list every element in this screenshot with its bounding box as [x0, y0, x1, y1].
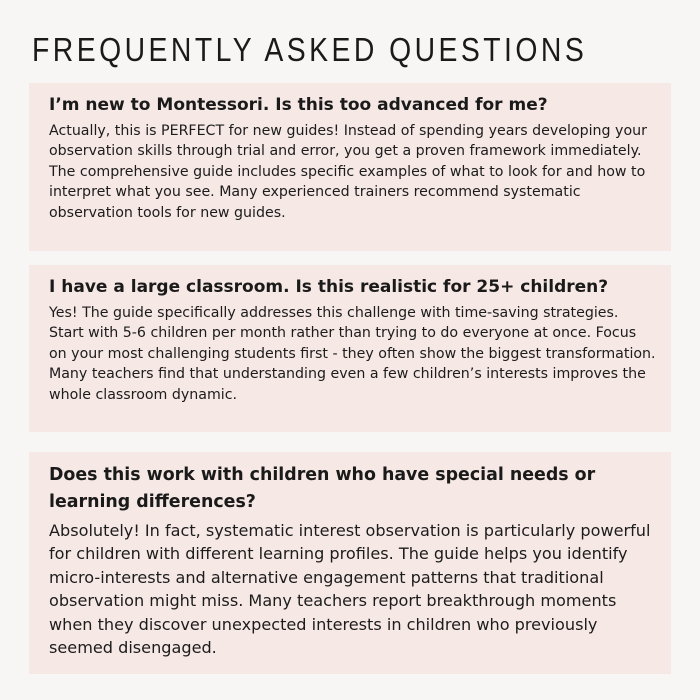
- faq-answer: Yes! The guide specifically addresses this challenge with time-saving strategies. Start with 5-6 children per month rather than trying to do everyone at once. Focus on your most challenging students first - they often show the biggest transformation. Many teachers find that understanding even a few children’s interests improves the whole classroom dynamic.: [49, 305, 656, 403]
- faq-question: Does this work with children who have special needs or learning differences?: [49, 465, 596, 512]
- faq-card: [29, 452, 671, 674]
- faq-answer: Actually, this is PERFECT for new guides! Instead of spending years developing your observation skills through trial and error, you get a proven framework immediately. The comprehensive guide includes specific examples of what to look for and how to interpret what you see. Many experienced trainers recommend systematic observation tools for new guides.: [49, 123, 647, 221]
- faq-card: [29, 265, 671, 432]
- page-title: FREQUENTLY ASKED QUESTIONS: [32, 31, 588, 68]
- faq-card: [29, 83, 671, 251]
- faq-answer: Absolutely! In fact, systematic interest observation is particularly powerful for children with different learning profiles. The guide helps you identify micro-interests and alternative engagement patterns that traditional observation might miss. Many teachers report breakthrough moments when they discover unexpected interests in children who previously seemed disengaged.: [49, 521, 651, 658]
- faq-question: I’m new to Montessori. Is this too advanced for me?: [49, 95, 548, 115]
- faq-question: I have a large classroom. Is this realistic for 25+ children?: [49, 277, 609, 297]
